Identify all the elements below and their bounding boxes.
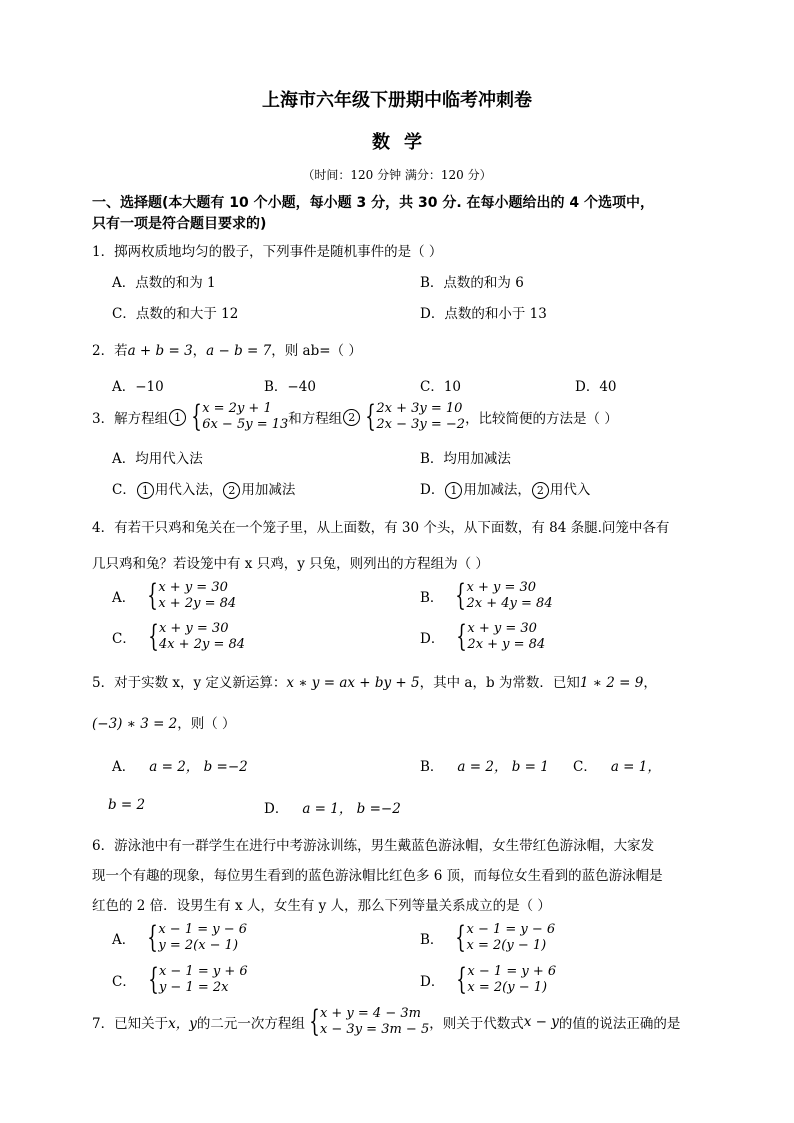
q4-c-line1: x + y = 30: [158, 621, 229, 636]
q6-b-line1: x − 1 = y − 6: [466, 922, 556, 937]
q7-expr: x − y: [523, 1014, 559, 1030]
q3-d-pre: D．: [420, 482, 445, 498]
q4-option-c: [112, 621, 245, 653]
q3-d-post: 用代入: [549, 482, 591, 498]
q5-stem-line1: [92, 671, 657, 691]
q3-s2-line1: 2x + 3y = 10: [376, 401, 463, 416]
q5-b-val: a = 2， b = 1: [457, 759, 549, 775]
q1-option-a: A．点数的和为 1: [112, 275, 216, 291]
brace-icon: {: [309, 1004, 320, 1039]
q2-option-c: C．10: [420, 379, 462, 395]
q5-mid: ，其中 a，b 为常数．已知: [419, 675, 580, 691]
q6-c-line1: x − 1 = y + 6: [158, 964, 248, 979]
q5-option-d: [264, 797, 401, 817]
q5-given2: (−3) ∗ 3 = 2: [92, 716, 178, 732]
q6-a-line2: y = 2(x − 1): [158, 938, 239, 953]
q5-a-label: A．: [112, 759, 136, 775]
q5-sep: ，: [643, 675, 657, 691]
q6-b-line2: x = 2(y − 1): [466, 938, 547, 953]
q4-b-label: B．: [420, 590, 444, 606]
q5-option-a: [112, 755, 248, 775]
q3-d-mid: 用加减法，: [463, 482, 531, 498]
brace-icon: {: [147, 578, 159, 613]
q4-a-line1: x + y = 30: [158, 580, 228, 595]
q3-system-2: [361, 401, 465, 433]
q6-option-a: [112, 922, 247, 954]
q1-option-c: C．点数的和大于 12: [112, 306, 239, 322]
q4-d-line1: x + y = 30: [467, 621, 537, 636]
brace-icon: {: [455, 578, 467, 613]
subject-heading: 数学: [372, 132, 436, 153]
q3-option-a: A．均用代入法: [112, 451, 203, 467]
brace-icon: {: [456, 962, 468, 997]
q6-option-d: [420, 964, 556, 996]
q4-option-a: [112, 580, 236, 612]
q5-stem-line2: [92, 712, 236, 732]
q6-a-line1: x − 1 = y − 6: [158, 922, 248, 937]
q3-option-d: [420, 478, 590, 499]
q7-pre: 7．已知关于: [92, 1016, 169, 1032]
section-heading-line1: 一、选择题(本大题有 10 个小题，每小题 3 分，共 30 分. 在每小题给出的 4 个选项中，: [92, 195, 655, 211]
q4-c-line2: 4x + 2y = 84: [158, 637, 246, 652]
q6-stem-line2: 现一个有趣的现象，每位男生看到的蓝色游泳帽比红色多 6 顶，而每位女生看到的蓝色游泳帽是: [92, 868, 663, 884]
q4-option-b: [420, 580, 553, 612]
q3-stem: [92, 401, 618, 433]
circled-number-1: 1: [169, 409, 186, 426]
q6-a-label: A．: [112, 932, 136, 948]
q6-c-line2: y − 1 = 2x: [158, 980, 229, 995]
q5-post: ，则（ ）: [177, 716, 236, 732]
brace-icon: {: [365, 399, 377, 434]
q4-a-line2: x + 2y = 84: [158, 596, 237, 611]
q5-d-val: a = 1， b =−2: [302, 801, 401, 817]
q5-option-c-continued: b = 2: [108, 797, 146, 813]
q7-stem: [92, 1006, 680, 1038]
page-title: 上海市六年级下册期中临考冲刺卷: [262, 90, 532, 111]
q2-eq2: a − b = 7: [206, 343, 272, 359]
circled-number-2: 2: [223, 482, 240, 499]
q3-c-pre: C．: [112, 482, 136, 498]
section-heading-line2: 只有一项是符合题目要求的): [92, 216, 267, 232]
brace-icon: {: [147, 920, 159, 955]
q3-post: ，比较简便的方法是（ ）: [465, 411, 618, 427]
brace-icon: {: [148, 619, 159, 654]
circled-number-1: 1: [137, 482, 154, 499]
q6-d-line2: x = 2(y − 1): [467, 980, 548, 995]
q6-option-c: [112, 964, 248, 996]
q3-mid: 和方程组: [288, 411, 343, 427]
q2-option-b: B．−40: [264, 379, 316, 395]
brace-icon: {: [456, 619, 468, 654]
q5-pre: 5．对于实数 x，y 定义新运算：: [92, 675, 287, 691]
q2-eq1: a + b = 3: [127, 343, 193, 359]
q2-option-a: A．−10: [112, 379, 164, 395]
q5-d-label: D．: [264, 801, 289, 817]
q5-b-label: B．: [420, 759, 444, 775]
q5-option-b: [420, 755, 549, 775]
q4-b-line1: x + y = 30: [466, 580, 537, 595]
q3-c-post: 用加减法: [241, 482, 296, 498]
q2-option-d: D．40: [575, 379, 617, 395]
q2-stem: [92, 339, 362, 359]
circled-number-2: 2: [343, 409, 360, 426]
q6-b-label: B．: [420, 932, 444, 948]
q2-sep: ，: [192, 343, 207, 359]
q4-stem-line1: 4．有若干只鸡和兔关在一个笼子里，从上面数，有 30 个头，从下面数，有 84 条腿.问笼中各有: [92, 520, 670, 536]
q7-mid2: ，则关于代数式: [429, 1016, 524, 1032]
brace-icon: {: [148, 962, 159, 997]
q6-stem-line3: 红色的 2 倍．设男生有 x 人，女生有 y 人，那么下列等量关系成立的是（ ）: [92, 898, 551, 914]
q6-option-b: [420, 922, 555, 954]
q5-option-c: [573, 755, 661, 775]
q5-given1: 1 ∗ 2 = 9: [579, 675, 644, 691]
q7-vars: x，y: [168, 1016, 197, 1032]
q3-pre: 3．解方程组: [92, 411, 169, 427]
q6-d-label: D．: [420, 974, 445, 990]
q3-s1-line2: 6x − 5y = 13: [202, 417, 289, 432]
q4-c-label: C．: [112, 631, 136, 647]
q5-a-val: a = 2， b =−2: [149, 759, 248, 775]
q3-option-c: [112, 478, 295, 499]
q4-d-label: D．: [420, 631, 445, 647]
q1-option-d: D．点数的和小于 13: [420, 306, 547, 322]
q4-d-line2: 2x + y = 84: [467, 637, 546, 652]
q7-line1: x + y = 4 − 3m: [319, 1006, 421, 1021]
q4-option-d: [420, 621, 545, 653]
q2-pre: 2．若: [92, 343, 128, 359]
q5-op: x ∗ y = ax + by + 5: [286, 675, 420, 691]
circled-number-2: 2: [532, 482, 549, 499]
q6-c-label: C．: [112, 974, 136, 990]
q1-stem: 1．掷两枚质地均匀的骰子，下列事件是随机事件的是（ ）: [92, 244, 443, 260]
q7-post: 的值的说法正确的是: [558, 1016, 681, 1032]
brace-icon: {: [455, 920, 467, 955]
circled-number-1: 1: [445, 482, 462, 499]
q3-option-b: B．均用加减法: [420, 451, 511, 467]
q6-d-line1: x − 1 = y + 6: [467, 964, 557, 979]
q1-option-b: B．点数的和为 6: [420, 275, 524, 291]
brace-icon: {: [191, 399, 202, 434]
q5-c-label: C．: [573, 759, 597, 775]
q4-stem-line2: 几只鸡和兔？若设笼中有 x 只鸡，y 只兔，则列出的方程组为（ ）: [92, 556, 489, 572]
exam-meta: （时间：120 分钟 满分：120 分）: [302, 168, 492, 182]
q7-mid: 的二元一次方程组: [196, 1016, 305, 1032]
q3-s1-line1: x = 2y + 1: [202, 401, 272, 416]
q4-b-line2: 2x + 4y = 84: [466, 596, 553, 611]
q3-c-mid: 用代入法，: [154, 482, 223, 498]
q3-system-1: [187, 401, 288, 433]
q4-a-label: A．: [112, 590, 136, 606]
q2-post: ，则 ab=（ ）: [271, 343, 362, 359]
q3-s2-line2: 2x − 3y = −2: [376, 417, 466, 432]
q5-c-val1: a = 1，: [610, 759, 661, 775]
q7-line2: x − 3y = 3m − 5: [319, 1022, 430, 1037]
q6-stem-line1: 6．游泳池中有一群学生在进行中考游泳训练，男生戴蓝色游泳帽，女生带红色游泳帽，大家发: [92, 838, 655, 854]
